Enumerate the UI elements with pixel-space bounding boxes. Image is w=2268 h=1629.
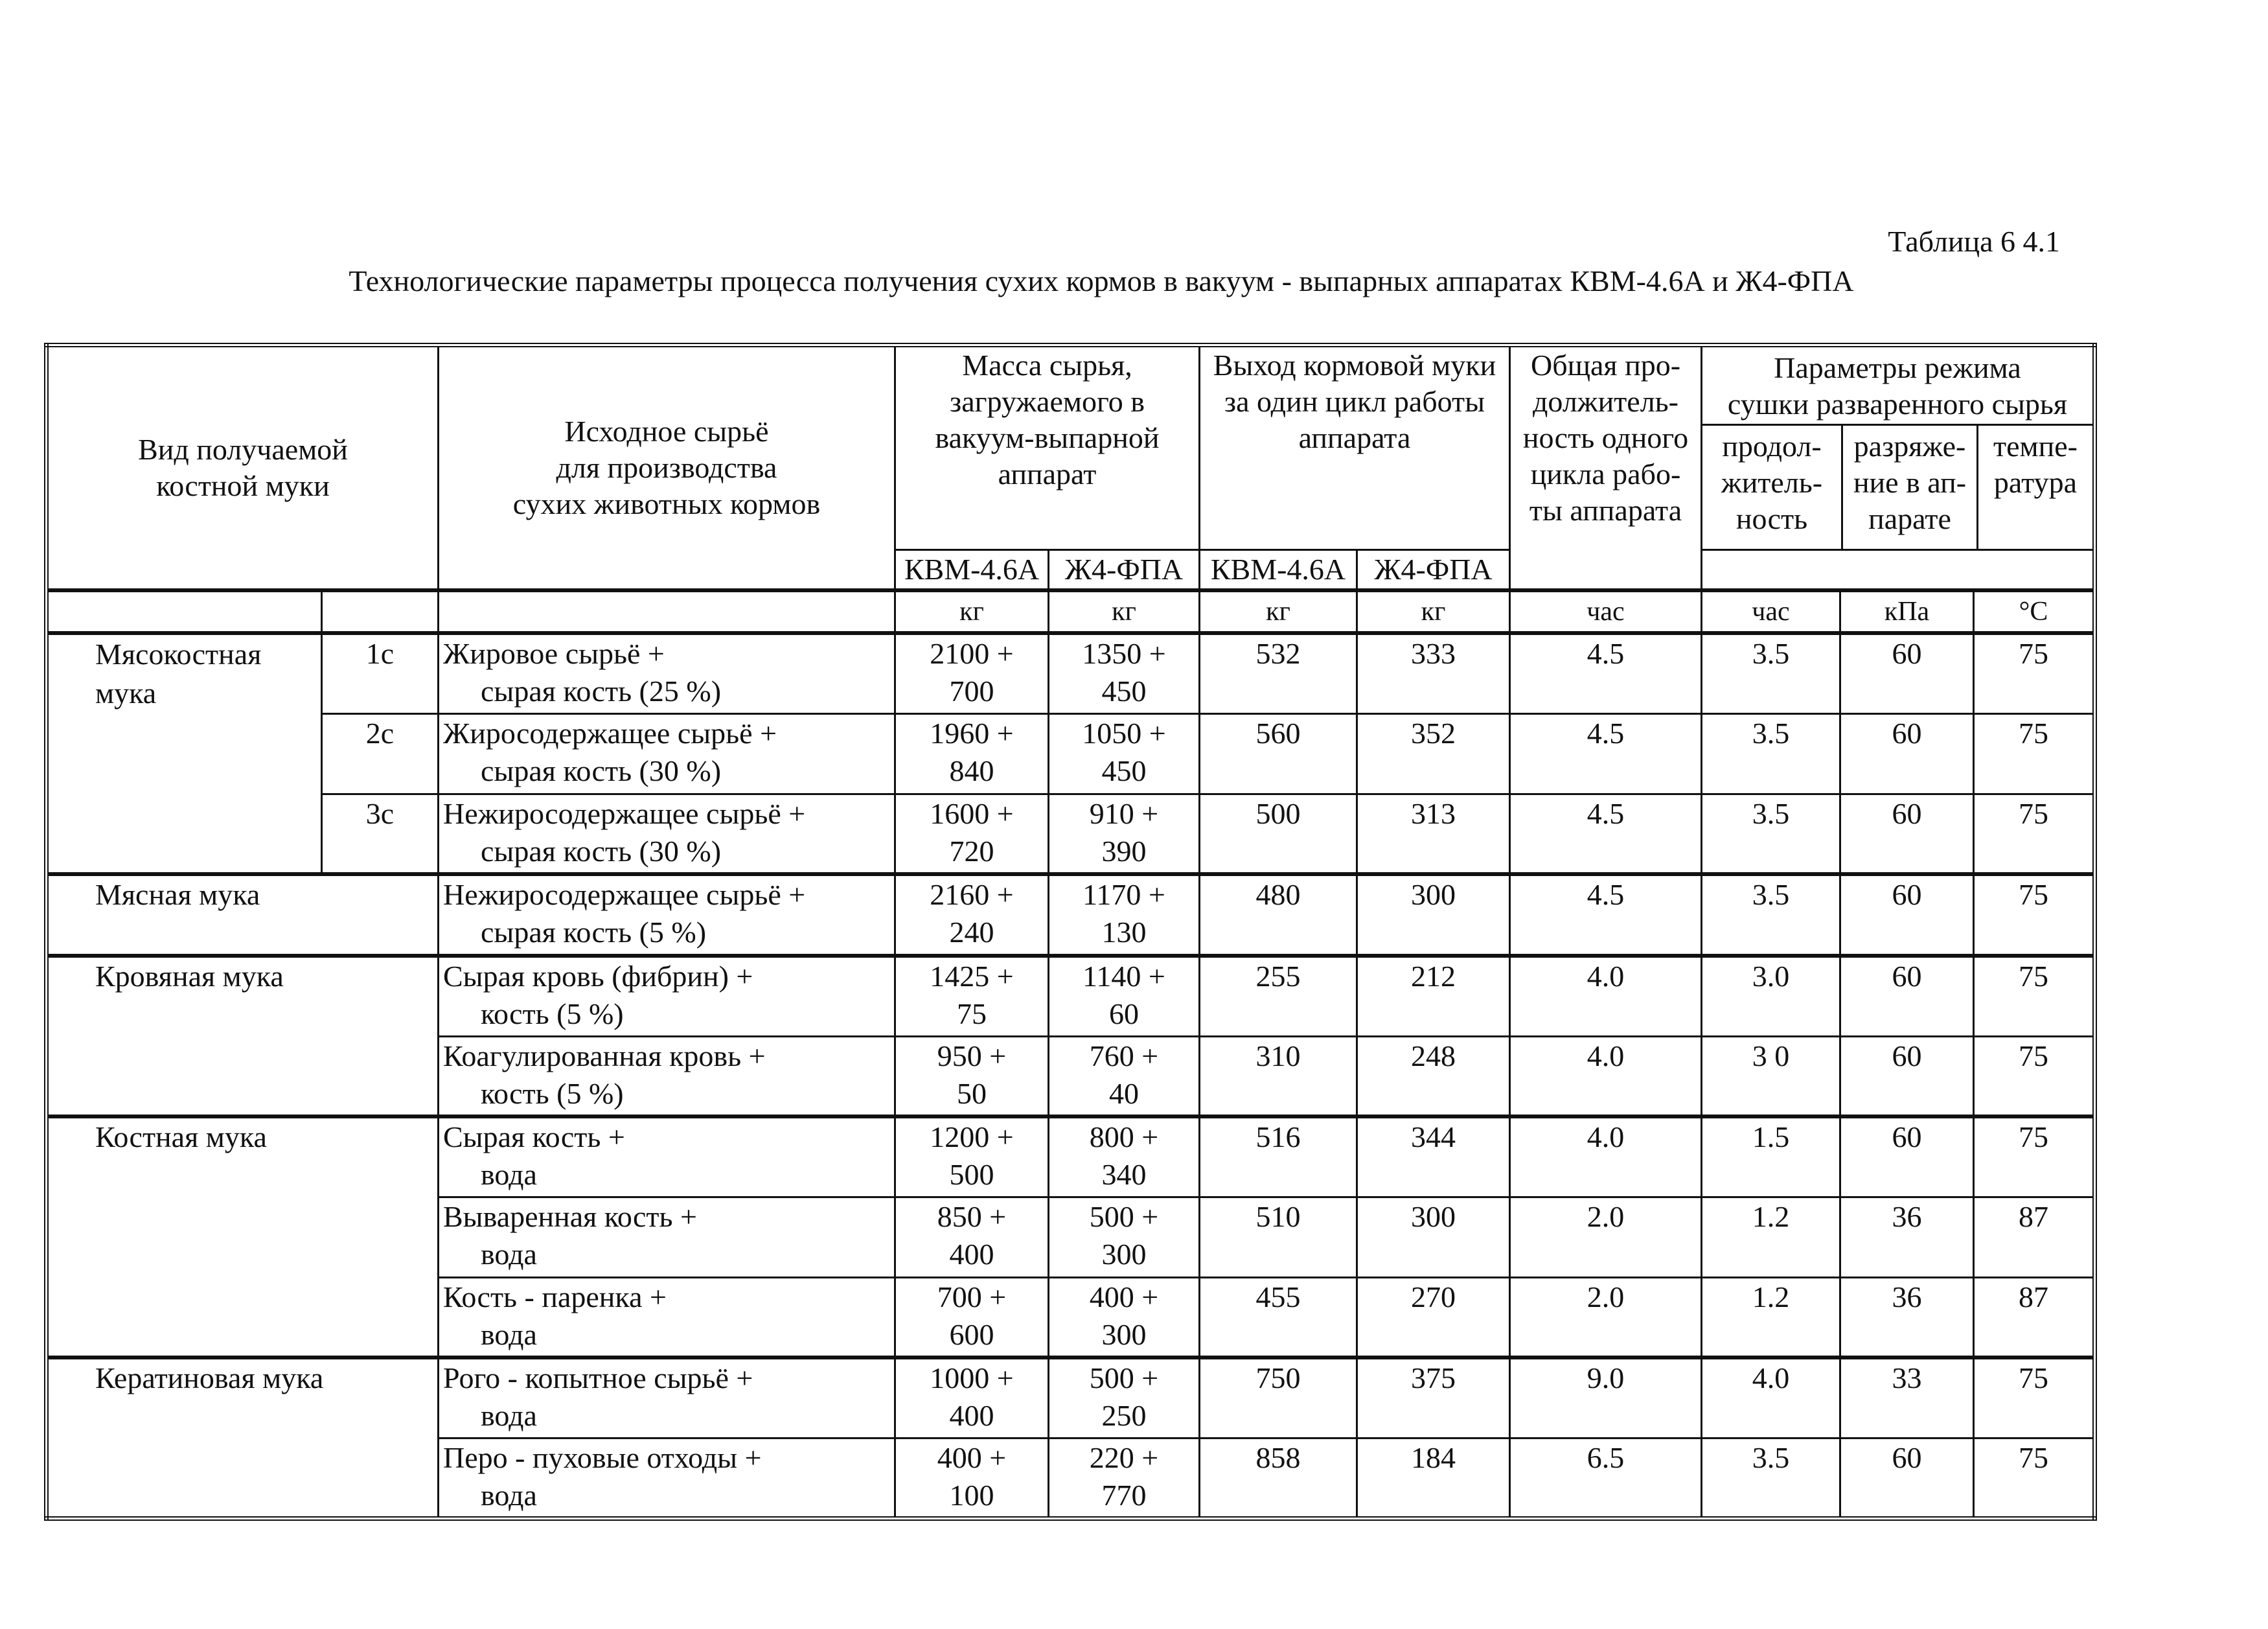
grade-cell: 2с: [322, 713, 439, 794]
header-vacuum: разряже- ние в ап- парате: [1843, 426, 1978, 549]
temp-cell: 75: [1974, 633, 2095, 713]
yield-kvm-cell: 560: [1200, 713, 1357, 794]
mass-zh4-cell: 500 + 300: [1049, 1197, 1200, 1277]
source-cell: Жировое сырьё + сырая кость (25 %): [439, 633, 895, 713]
temp-cell: 75: [1974, 956, 2095, 1036]
mass-zh4-cell: 500 + 250: [1049, 1358, 1200, 1438]
table-row: [47, 874, 2095, 956]
yield-zh4-cell: 352: [1357, 713, 1510, 794]
vacuum-cell: 60: [1840, 874, 1974, 956]
yield-kvm-cell: 532: [1200, 633, 1357, 713]
dry-time-cell: 3 0: [1702, 1036, 1840, 1116]
duration-cell: 2.0: [1510, 1277, 1702, 1358]
table-row: [47, 956, 2095, 1036]
source-cell: Нежиросодержащее сырьё + сырая кость (30 %): [439, 794, 895, 874]
header-temp: темпе- ратура: [1993, 430, 2078, 499]
table-title: Технологические параметры процесса получения сухих кормов в вакуум - выпарных аппаратах КВМ-4.6А и Ж4-ФПА: [349, 264, 1854, 297]
kind-cell: Мясная мука: [47, 874, 439, 956]
duration-cell: 4.5: [1510, 713, 1702, 794]
mass-zh4-cell: 800 + 340: [1049, 1116, 1200, 1197]
dry-time-cell: 3.0: [1702, 956, 1840, 1036]
temp-cell: 75: [1974, 1116, 2095, 1197]
yield-zh4-cell: 300: [1357, 1197, 1510, 1277]
vacuum-cell: 60: [1840, 1116, 1974, 1197]
mass-kvm-cell: 850 + 400: [895, 1197, 1049, 1277]
header-zh4-yield: Ж4-ФПА: [1357, 550, 1510, 591]
duration-cell: 4.5: [1510, 633, 1702, 713]
yield-zh4-cell: 270: [1357, 1277, 1510, 1358]
yield-kvm-cell: 455: [1200, 1277, 1357, 1358]
header-kind: Вид получаемой костной муки: [47, 345, 439, 591]
mass-kvm-cell: 700 + 600: [895, 1277, 1049, 1358]
temp-cell: 75: [1974, 1438, 2095, 1518]
unit-cell: кг: [1357, 590, 1510, 633]
source-cell: Жиросодержащее сырьё + сырая кость (30 %): [439, 713, 895, 794]
table-row: [47, 794, 2095, 874]
duration-cell: 4.0: [1510, 956, 1702, 1036]
mass-kvm-cell: 1000 + 400: [895, 1358, 1049, 1438]
vacuum-cell: 60: [1840, 633, 1974, 713]
mass-kvm-cell: 400 + 100: [895, 1438, 1049, 1518]
unit-cell: кг: [895, 590, 1049, 633]
vacuum-cell: 60: [1840, 1438, 1974, 1518]
temp-cell: 87: [1974, 1277, 2095, 1358]
mass-zh4-cell: 910 + 390: [1049, 794, 1200, 874]
kind-cell: Кровяная мука: [47, 956, 439, 1116]
temp-cell: 75: [1974, 1358, 2095, 1438]
header-dry-time: продол- житель- ность: [1702, 426, 1843, 549]
duration-cell: 4.5: [1510, 794, 1702, 874]
temp-cell: 75: [1974, 1036, 2095, 1116]
source-cell: Нежиросодержащее сырьё + сырая кость (5 %): [439, 874, 895, 956]
grade-cell: 3с: [322, 794, 439, 874]
yield-kvm-cell: 310: [1200, 1036, 1357, 1116]
duration-cell: 4.0: [1510, 1116, 1702, 1197]
duration-cell: 2.0: [1510, 1197, 1702, 1277]
yield-kvm-cell: 255: [1200, 956, 1357, 1036]
unit-cell: кПа: [1840, 590, 1974, 633]
yield-zh4-cell: 248: [1357, 1036, 1510, 1116]
mass-kvm-cell: 2160 + 240: [895, 874, 1049, 956]
yield-kvm-cell: 510: [1200, 1197, 1357, 1277]
vacuum-cell: 60: [1840, 1036, 1974, 1116]
dry-time-cell: 1.2: [1702, 1277, 1840, 1358]
yield-kvm-cell: 858: [1200, 1438, 1357, 1518]
vacuum-cell: 60: [1840, 794, 1974, 874]
table-number: Таблица 6 4.1: [1888, 225, 2060, 258]
mass-kvm-cell: 1425 + 75: [895, 956, 1049, 1036]
yield-zh4-cell: 212: [1357, 956, 1510, 1036]
duration-cell: 4.5: [1510, 874, 1702, 956]
duration-cell: 4.0: [1510, 1036, 1702, 1116]
yield-kvm-cell: 480: [1200, 874, 1357, 956]
mass-zh4-cell: 1050 + 450: [1049, 713, 1200, 794]
vacuum-cell: 36: [1840, 1197, 1974, 1277]
mass-zh4-cell: 400 + 300: [1049, 1277, 1200, 1358]
dry-time-cell: 1.2: [1702, 1197, 1840, 1277]
source-cell: Коагулированная кровь + кость (5 %): [439, 1036, 895, 1116]
header-source: Исходное сырьё для производства сухих животных кормов: [439, 345, 895, 591]
mass-kvm-cell: 1200 + 500: [895, 1116, 1049, 1197]
source-cell: Вываренная кость + вода: [439, 1197, 895, 1277]
header-duration: Общая про- должитель- ность одного цикла рабо- ты аппарата: [1510, 345, 1702, 591]
temp-cell: 87: [1974, 1197, 2095, 1277]
parameters-table: [44, 343, 2097, 1521]
header-kvm-yield: КВМ-4.6А: [1200, 550, 1357, 591]
header-row-1: [47, 345, 2095, 550]
source-cell: Рого - копытное сырьё + вода: [439, 1358, 895, 1438]
mass-zh4-cell: 1350 + 450: [1049, 633, 1200, 713]
temp-cell: 75: [1974, 794, 2095, 874]
source-cell: Сырая кровь (фибрин) + кость (5 %): [439, 956, 895, 1036]
mass-kvm-cell: 1600 + 720: [895, 794, 1049, 874]
dry-time-cell: 3.5: [1702, 633, 1840, 713]
yield-zh4-cell: 344: [1357, 1116, 1510, 1197]
yield-zh4-cell: 184: [1357, 1438, 1510, 1518]
mass-zh4-cell: 760 + 40: [1049, 1036, 1200, 1116]
mass-zh4-cell: 1170 + 130: [1049, 874, 1200, 956]
kind-cell: Кератиновая мука: [47, 1358, 439, 1518]
yield-zh4-cell: 313: [1357, 794, 1510, 874]
mass-kvm-cell: 1960 + 840: [895, 713, 1049, 794]
header-yield: Выход кормовой муки за один цикл работы аппарата: [1200, 345, 1510, 550]
mass-kvm-cell: 2100 + 700: [895, 633, 1049, 713]
yield-kvm-cell: 516: [1200, 1116, 1357, 1197]
dry-time-cell: 3.5: [1702, 874, 1840, 956]
units-row: [47, 590, 2095, 633]
unit-cell: час: [1702, 590, 1840, 633]
vacuum-cell: 60: [1840, 713, 1974, 794]
yield-zh4-cell: 333: [1357, 633, 1510, 713]
vacuum-cell: 36: [1840, 1277, 1974, 1358]
dry-time-cell: 4.0: [1702, 1358, 1840, 1438]
unit-cell: кг: [1200, 590, 1357, 633]
header-zh4-mass: Ж4-ФПА: [1049, 550, 1200, 591]
table-row: [47, 1116, 2095, 1197]
mass-zh4-cell: 220 + 770: [1049, 1438, 1200, 1518]
dry-time-cell: 3.5: [1702, 1438, 1840, 1518]
header-mass: Масса сырья, загружаемого в вакуум-выпарной аппарат: [895, 345, 1200, 550]
mass-zh4-cell: 1140 + 60: [1049, 956, 1200, 1036]
dry-time-cell: 1.5: [1702, 1116, 1840, 1197]
source-cell: Кость - паренка + вода: [439, 1277, 895, 1358]
yield-zh4-cell: 300: [1357, 874, 1510, 956]
temp-cell: 75: [1974, 874, 2095, 956]
vacuum-cell: 60: [1840, 956, 1974, 1036]
unit-cell: кг: [1049, 590, 1200, 633]
duration-cell: 9.0: [1510, 1358, 1702, 1438]
table-row: [47, 1358, 2095, 1438]
yield-zh4-cell: 375: [1357, 1358, 1510, 1438]
mass-kvm-cell: 950 + 50: [895, 1036, 1049, 1116]
grade-cell: 1с: [322, 633, 439, 713]
source-cell: Перо - пуховые отходы + вода: [439, 1438, 895, 1518]
kind-cell: Костная мука: [47, 1116, 439, 1358]
dry-time-cell: 3.5: [1702, 794, 1840, 874]
yield-kvm-cell: 750: [1200, 1358, 1357, 1438]
kind-cell: Мясокостная мука: [47, 633, 322, 874]
duration-cell: 6.5: [1510, 1438, 1702, 1518]
table-row: [47, 713, 2095, 794]
header-drying: Параметры режима сушки разваренного сырья продол- житель- ность разряже- ние в ап- парате темпе- ратура: [1702, 345, 2095, 550]
vacuum-cell: 33: [1840, 1358, 1974, 1438]
header-kvm-mass: КВМ-4.6А: [895, 550, 1049, 591]
unit-cell: час: [1510, 590, 1702, 633]
source-cell: Сырая кость + вода: [439, 1116, 895, 1197]
unit-cell: °С: [1974, 590, 2095, 633]
table-row: [47, 633, 2095, 713]
dry-time-cell: 3.5: [1702, 713, 1840, 794]
yield-kvm-cell: 500: [1200, 794, 1357, 874]
temp-cell: 75: [1974, 713, 2095, 794]
